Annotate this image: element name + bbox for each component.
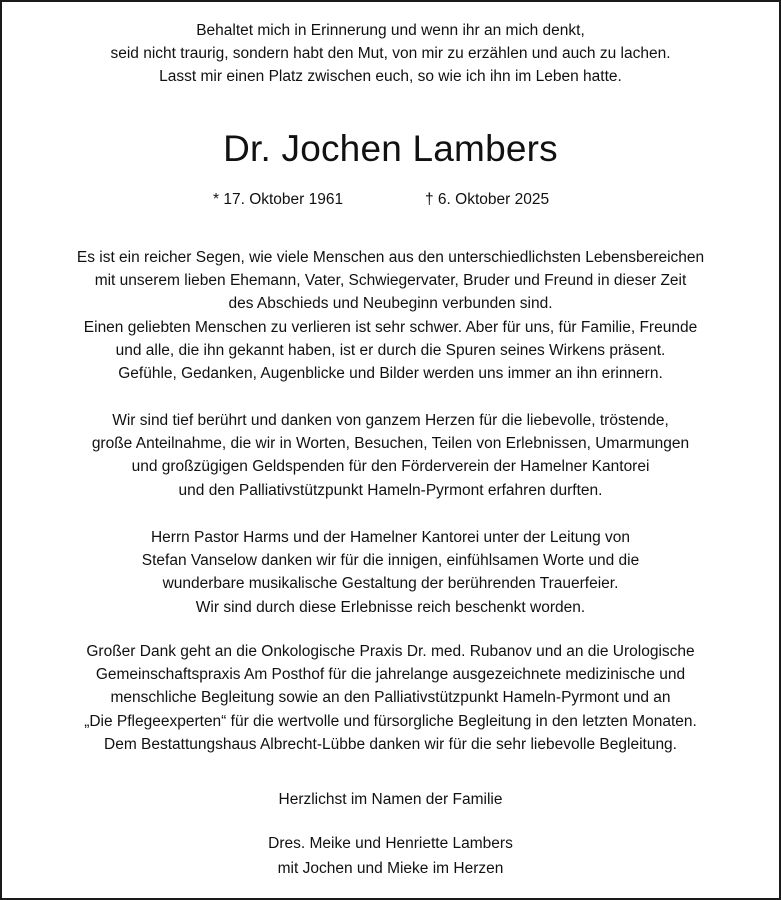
death-date: † 6. Oktober 2025 <box>425 191 550 208</box>
signature-line: Dres. Meike und Henriette Lambers <box>268 835 513 852</box>
paragraph-line: und den Palliativstützpunkt Hameln-Pyrmont erfahren durften. <box>178 481 603 499</box>
paragraph-line: Stefan Vanselow danken wir für die innigen, einfühlsamen Worte und die <box>141 552 640 570</box>
birth-date: * 17. Oktober 1961 <box>213 191 344 208</box>
paragraph-line: Dem Bestattungshaus Albrecht-Lübbe danken wir für die sehr liebevolle Begleitung. <box>104 735 677 753</box>
paragraph-thanks-care <box>0 640 781 756</box>
paragraph-blessing <box>0 246 781 385</box>
paragraph-line: „Die Pflegeexperten“ für die wertvolle und fürsorgliche Begleitung in den letzten Monaten. <box>84 712 697 730</box>
paragraph-line: des Abschieds und Neubeginn verbunden sind. <box>228 295 553 313</box>
paragraph-line: und alle, die ihn gekannt haben, ist er durch die Spuren seines Wirkens präsent. <box>115 341 666 359</box>
paragraph-line: wunderbare musikalische Gestaltung der berührenden Trauerfeier. <box>162 575 619 593</box>
paragraph-thanks-sympathy <box>0 409 781 502</box>
deceased-name: Dr. Jochen Lambers <box>223 128 558 169</box>
paragraph-line: große Anteilnahme, die wir in Worten, Besuchen, Teilen von Erlebnissen, Umarmungen <box>91 435 690 453</box>
paragraph-line: und großzügigen Geldspenden für den Förderverein der Hamelner Kantorei <box>131 458 650 476</box>
motto-line: Behaltet mich in Erinnerung und wenn ihr an mich denkt, <box>196 22 585 39</box>
paragraph-line: Wir sind durch diese Erlebnisse reich beschenkt worden. <box>195 598 586 616</box>
motto-line: Lasst mir einen Platz zwischen euch, so wie ich ihn im Leben hatte. <box>159 68 622 85</box>
paragraph-line: Gefühle, Gedanken, Augenblicke und Bilder werden uns immer an ihn erinnern. <box>118 365 663 383</box>
paragraph-line: menschliche Begleitung sowie an den Palliativstützpunkt Hameln-Pyrmont und an <box>110 689 671 707</box>
paragraph-line: mit unserem lieben Ehemann, Vater, Schwiegervater, Bruder und Freund in dieser Zeit <box>94 272 687 290</box>
signature-line: mit Jochen und Mieke im Herzen <box>277 860 504 877</box>
paragraph-line: Es ist ein reicher Segen, wie viele Menschen aus den unterschiedlichsten Lebensbereichen <box>76 249 705 266</box>
closing-line: Herzlichst im Namen der Familie <box>278 791 503 808</box>
paragraph-line: Gemeinschaftspraxis Am Posthof für die jahrelange ausgezeichnete medizinische und <box>95 666 686 684</box>
paragraph-line: Herrn Pastor Harms und der Hamelner Kantorei unter der Leitung von <box>150 529 631 546</box>
paragraph-line: Großer Dank geht an die Onkologische Praxis Dr. med. Rubanov und an die Urologische <box>86 643 695 660</box>
family-signature <box>0 831 781 881</box>
paragraph-thanks-ceremony <box>0 526 781 619</box>
paragraph-line: Einen geliebten Menschen zu verlieren ist sehr schwer. Aber für uns, für Familie, Freunde <box>83 318 698 336</box>
paragraph-line: Wir sind tief berührt und danken von ganzem Herzen für die liebevolle, tröstende, <box>112 412 669 429</box>
motto-line: seid nicht traurig, sondern habt den Mut, von mir zu erzählen und auch zu lachen. <box>110 45 671 62</box>
motto-verse <box>0 19 781 88</box>
